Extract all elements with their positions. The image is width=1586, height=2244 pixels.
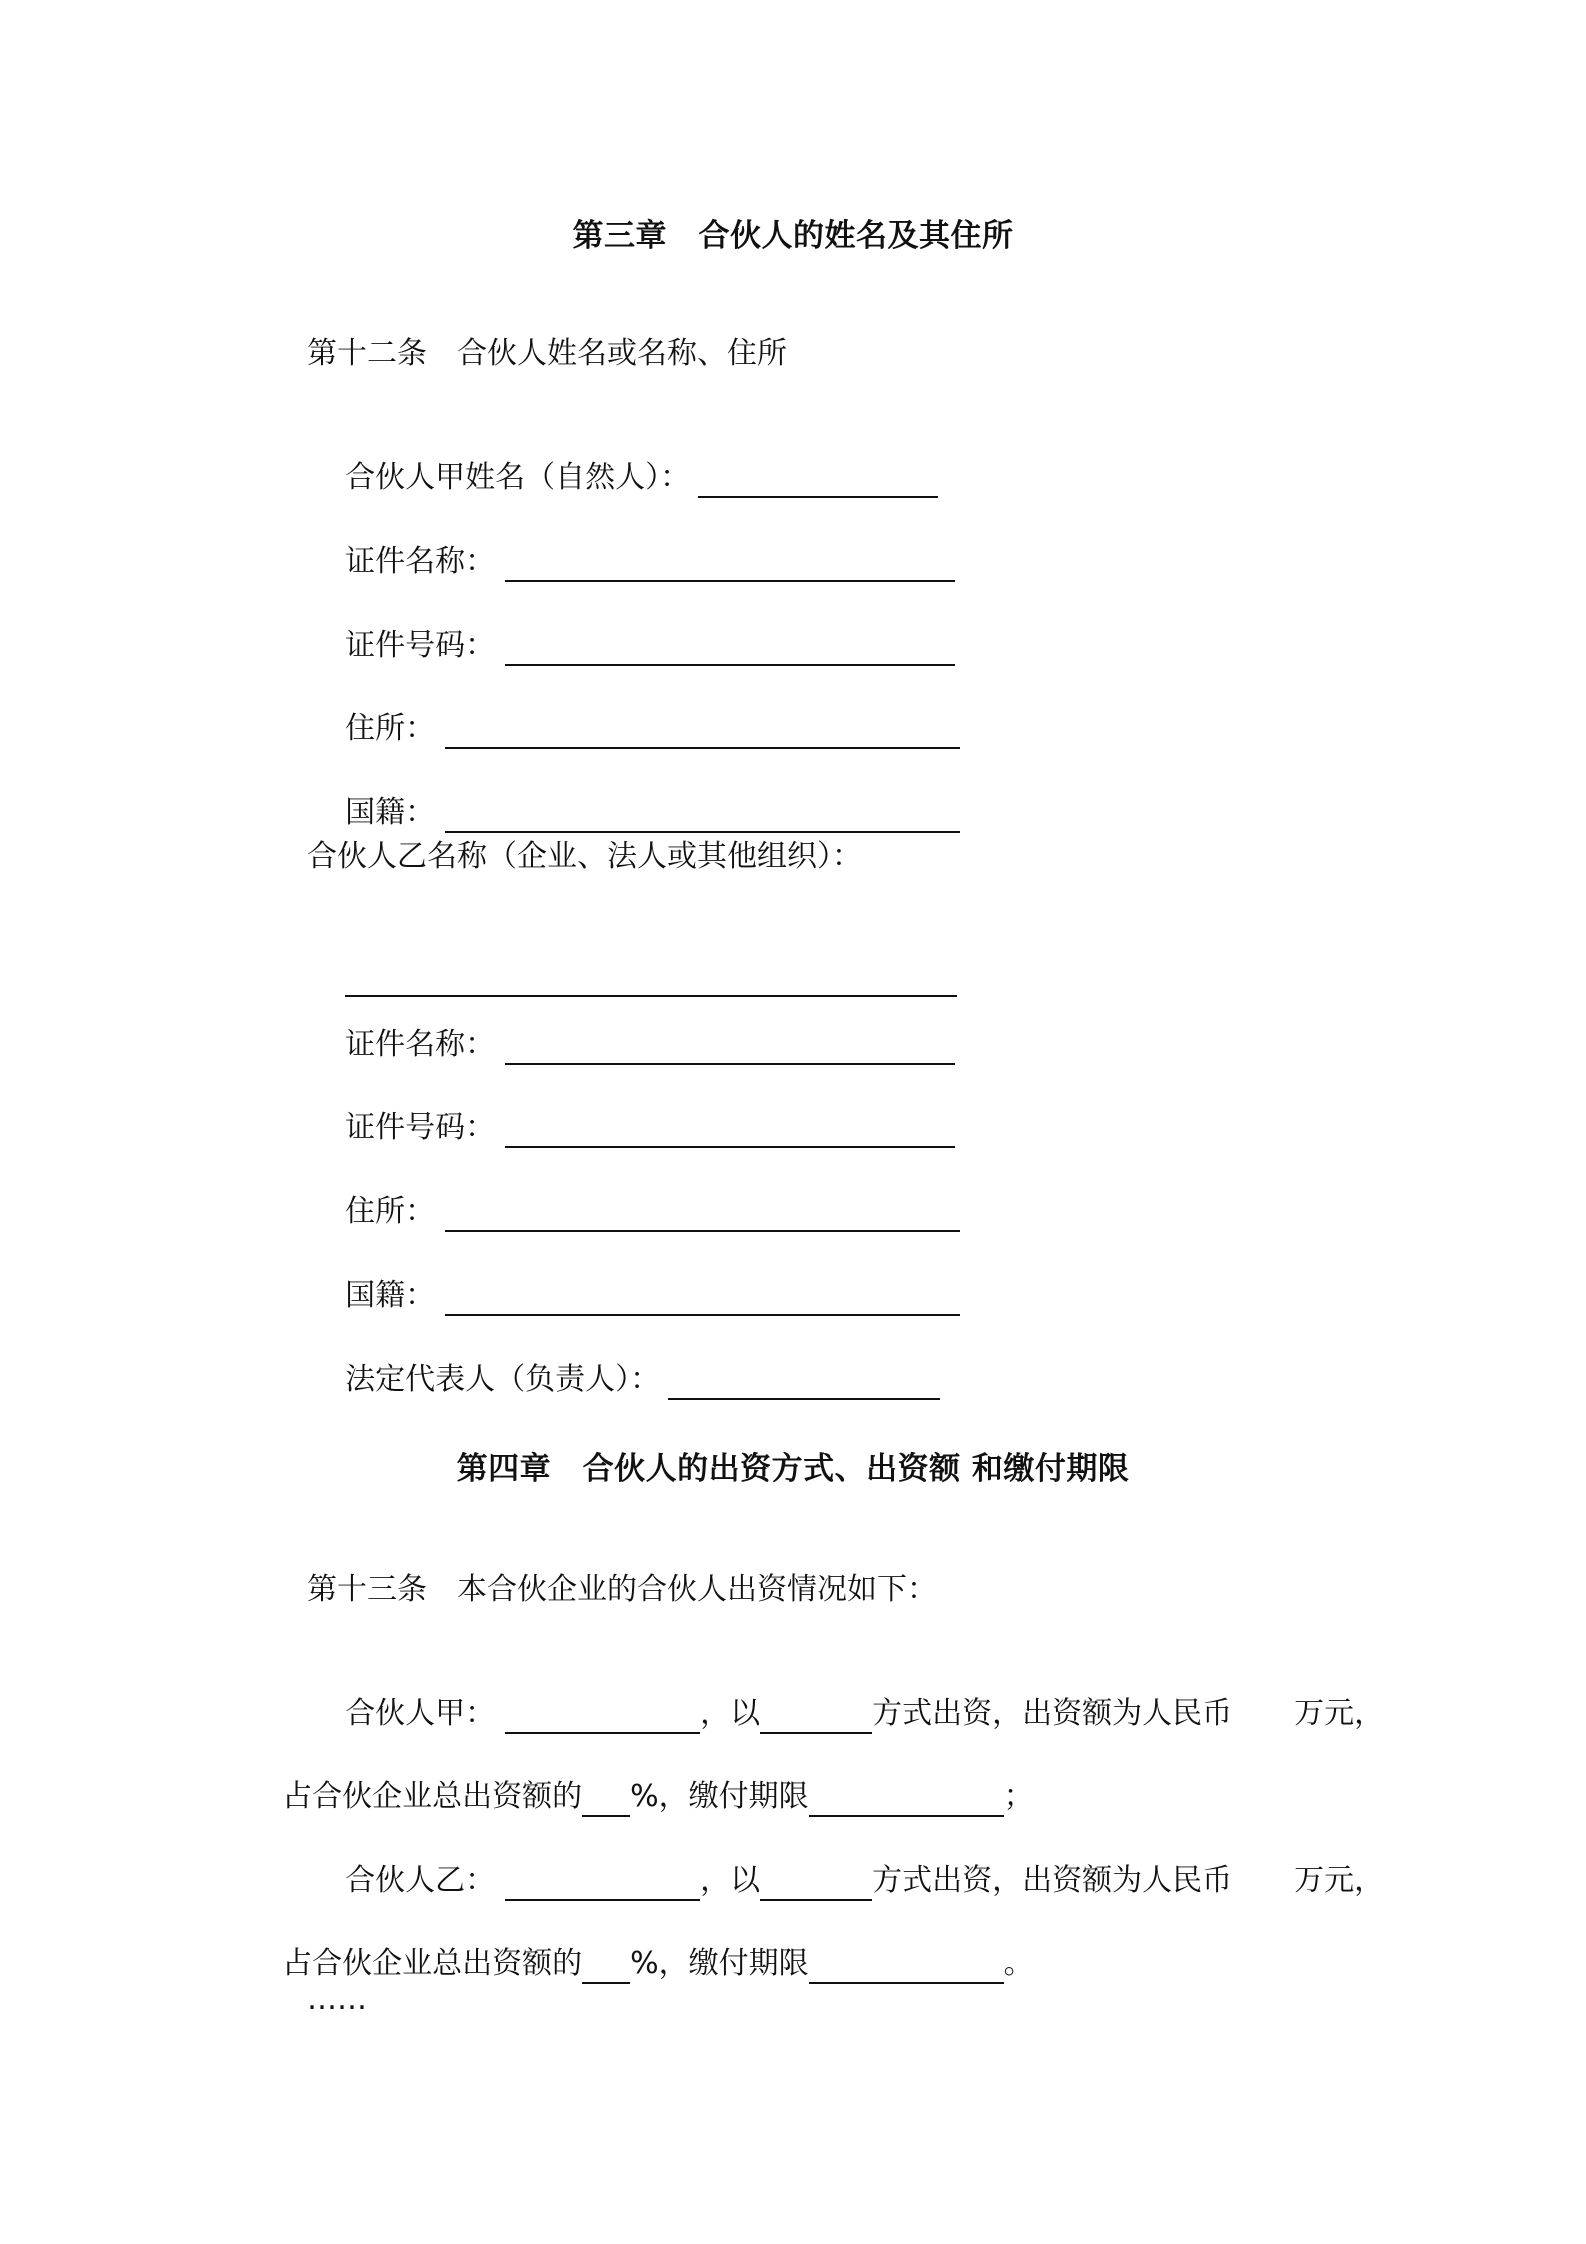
partner-a-address-field[interactable] — [445, 709, 960, 749]
partner-b-id-number-field[interactable] — [505, 1108, 955, 1148]
partner-a-name-field[interactable] — [698, 458, 938, 498]
chapter-4-title: 第四章 合伙人的出资方式、出资额 和缴付期限 — [456, 1451, 1130, 1487]
partner-b-text-method: 方式出资，出资额为人民币 — [872, 1863, 1233, 1898]
partner-a-method-field[interactable] — [760, 1694, 872, 1734]
article-13-heading: 第十三条 本合伙企业的合伙人出资情况如下： — [307, 1572, 937, 1607]
partner-b-id-number-label: 证件号码： — [345, 1110, 496, 1145]
partner-a-contribution-label: 合伙人甲： — [345, 1696, 496, 1731]
partner-b-text-with: ，以 — [700, 1863, 761, 1898]
partner-a-text-unit: 万元， — [1294, 1696, 1385, 1731]
chapter-3-title: 第三章 合伙人的姓名及其住所 — [572, 218, 1014, 254]
partner-b-legal-rep-field[interactable] — [668, 1360, 940, 1400]
partner-b-id-name-label: 证件名称： — [345, 1027, 496, 1062]
partner-b-deadline-field[interactable] — [809, 1944, 1004, 1984]
partner-a-id-name-label: 证件名称： — [345, 544, 496, 579]
partner-a-contributor-field[interactable] — [505, 1694, 700, 1734]
partner-b-text-share: 占合伙企业总出资额的 — [282, 1946, 583, 1981]
partner-b-text-deadline: %，缴付期限 — [630, 1946, 809, 1981]
partner-b-contributor-field[interactable] — [505, 1861, 700, 1901]
partner-a-id-name-field[interactable] — [505, 542, 955, 582]
partner-a-id-number-label: 证件号码： — [345, 628, 496, 663]
partner-b-address-label: 住所： — [345, 1194, 436, 1229]
partner-b-nationality-field[interactable] — [445, 1276, 960, 1316]
continuation-ellipsis: …… — [307, 1982, 367, 2017]
partner-a-amount-field[interactable] — [1232, 1694, 1294, 1734]
partner-b-share-field[interactable] — [582, 1944, 630, 1984]
partner-a-id-number-field[interactable] — [505, 626, 955, 666]
partner-b-legal-rep-label: 法定代表人（负责人）： — [345, 1362, 661, 1397]
partner-a-text-end: ； — [1003, 1779, 1034, 1814]
partner-a-deadline-field[interactable] — [809, 1777, 1004, 1817]
partner-b-legal-rep-row — [307, 1320, 940, 1440]
partner-a-text-deadline: %，缴付期限 — [630, 1779, 809, 1814]
partner-a-text-method: 方式出资，出资额为人民币 — [872, 1696, 1233, 1731]
partner-a-nationality-field[interactable] — [445, 793, 960, 833]
partner-b-text-end: 。 — [1003, 1946, 1034, 1981]
partner-a-nationality-label: 国籍： — [345, 795, 436, 830]
partner-a-share-field[interactable] — [582, 1777, 630, 1817]
partner-b-name-label: 合伙人乙名称（企业、法人或其他组织）： — [307, 839, 862, 874]
partner-b-address-field[interactable] — [445, 1192, 960, 1232]
partner-b-text-unit: 万元， — [1294, 1863, 1385, 1898]
partner-a-text-with: ，以 — [700, 1696, 761, 1731]
partner-b-method-field[interactable] — [760, 1861, 872, 1901]
article-12-heading: 第十二条 合伙人姓名或名称、住所 — [307, 336, 787, 371]
partner-a-name-label: 合伙人甲姓名（自然人）： — [345, 460, 691, 495]
partner-b-nationality-label: 国籍： — [345, 1278, 436, 1313]
partner-a-address-label: 住所： — [345, 711, 436, 746]
partner-b-id-name-field[interactable] — [505, 1025, 955, 1065]
partner-b-contribution-label: 合伙人乙： — [345, 1863, 496, 1898]
partner-a-text-share: 占合伙企业总出资额的 — [282, 1779, 583, 1814]
partner-b-amount-field[interactable] — [1232, 1861, 1294, 1901]
